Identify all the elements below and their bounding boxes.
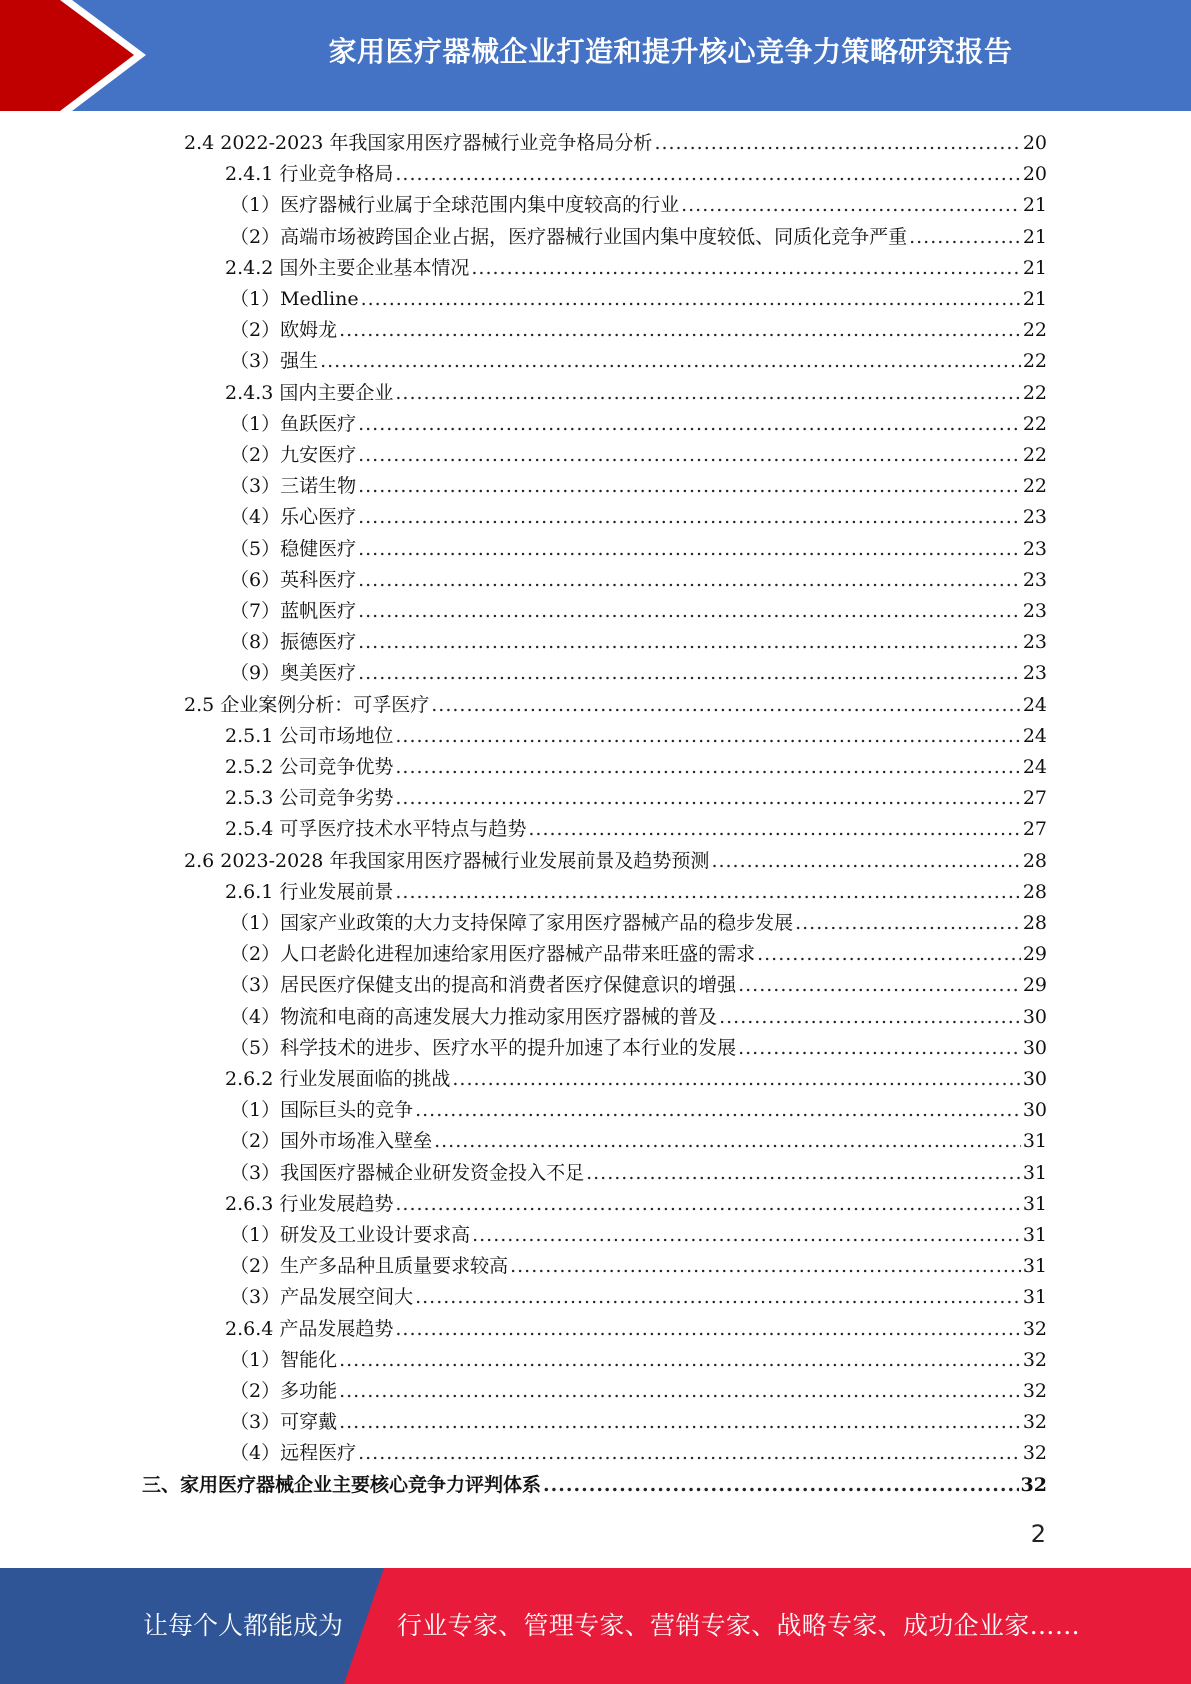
toc-dot-leader [757,939,1021,970]
toc-entry-page: 22 [1022,381,1047,404]
toc-entry[interactable] [230,440,1047,471]
toc-entry[interactable] [225,752,1047,783]
toc-entry[interactable] [225,1314,1047,1345]
page-number: 2 [1030,1520,1046,1548]
toc-entry-label: （2）九安医疗 [230,444,357,466]
toc-entry-page: 30 [1022,1036,1047,1059]
toc-entry-page: 20 [1022,132,1047,154]
toc-dot-leader [395,721,1020,752]
toc-entry-label: 2.5.4 可孚医疗技术水平特点与趋势 [225,818,527,841]
toc-entry[interactable] [225,877,1047,908]
toc-entry[interactable] [230,1158,1047,1189]
toc-entry-label: （3）居民医疗保健支出的提高和消费者医疗保健意识的增强 [230,974,737,997]
toc-entry-page: 29 [1022,974,1047,997]
toc-entry-label: （7）蓝帆医疗 [230,600,357,622]
toc-dot-leader [395,783,1020,814]
toc-entry-page: 23 [1022,600,1047,622]
toc-entry-label: （2）欧姆龙 [230,319,338,342]
toc-entry-label: 2.4 2022-2023 年我国家用医疗器械行业竞争格局分析 [184,132,653,154]
toc-entry[interactable] [225,1064,1047,1095]
toc-entry[interactable] [230,534,1047,565]
toc-entry[interactable] [230,908,1047,939]
toc-entry-page: 31 [1022,1161,1047,1184]
toc-entry-label: 三、家用医疗器械企业主要核心竞争力评判体系 [142,1473,542,1496]
toc-entry[interactable] [230,939,1047,970]
toc-entry-label: 2.6.3 行业发展趋势 [225,1192,394,1215]
toc-entry[interactable] [225,159,1047,190]
toc-dot-leader [395,378,1020,409]
toc-entry[interactable] [225,1189,1047,1220]
toc-entry-label: （4）物流和电商的高速发展大力推动家用医疗器械的普及 [230,1005,718,1028]
toc-entry-page: 29 [1022,943,1047,966]
toc-entry[interactable] [225,378,1047,409]
toc-entry-label: （2）人口老龄化进程加速给家用医疗器械产品带来旺盛的需求 [230,943,756,966]
toc-entry-page: 30 [1022,1068,1047,1090]
toc-entry-label: 2.6.2 行业发展面临的挑战 [225,1068,451,1090]
toc-entry-page: 31 [1022,1192,1047,1215]
toc-entry[interactable] [184,846,1047,877]
report-title: 家用医疗器械企业打造和提升核心竞争力策略研究报告 [328,35,1013,68]
toc-entry-page: 28 [1022,912,1047,934]
toc-dot-leader [395,159,1020,190]
toc-entry[interactable] [230,1251,1047,1282]
toc-entry-label: （6）英科医疗 [230,568,357,591]
toc-dot-leader [358,471,1021,502]
toc-dot-leader [543,1470,1019,1501]
toc-entry-page: 22 [1022,319,1047,342]
toc-dot-leader [358,627,1021,658]
toc-dot-leader [358,502,1021,533]
header-chevron-decoration [0,0,170,111]
toc-entry-label: 2.4.3 国内主要企业 [225,381,394,404]
toc-entry-page: 32 [1022,1411,1047,1434]
toc-dot-leader [738,970,1021,1001]
toc-entry-label: （5）稳健医疗 [230,537,357,560]
toc-entry-label: （1）国家产业政策的大力支持保障了家用医疗器械产品的稳步发展 [230,912,794,934]
toc-entry-label: 2.6.1 行业发展前景 [225,880,394,903]
toc-entry-page: 28 [1022,849,1047,872]
toc-entry-page: 20 [1022,163,1047,186]
toc-entry[interactable] [230,502,1047,533]
toc-dot-leader [471,253,1020,284]
toc-entry-label: （3）可穿戴 [230,1411,338,1434]
toc-entry-page: 21 [1022,256,1047,279]
toc-entry-label: （4）乐心医疗 [230,506,357,529]
toc-entry-page: 22 [1022,475,1047,498]
toc-dot-leader [395,877,1020,908]
toc-entry-label: （1）鱼跃医疗 [230,412,357,435]
toc-entry-label: （1）国际巨头的竞争 [230,1099,414,1122]
toc-entry-label: （3）我国医疗器械企业研发资金投入不足 [230,1161,585,1184]
toc-entry[interactable] [230,1033,1047,1064]
toc-entry-page: 31 [1022,1286,1047,1309]
toc-entry[interactable] [230,1095,1047,1126]
toc-entry[interactable] [230,1438,1047,1469]
toc-entry[interactable] [225,814,1047,845]
toc-dot-leader [909,222,1021,253]
toc-entry[interactable] [230,315,1047,346]
toc-entry-label: （8）振德医疗 [230,631,357,654]
toc-entry[interactable] [230,222,1047,253]
footer-slogan-right: 行业专家、管理专家、营销专家、战略专家、成功企业家…… [397,1611,1081,1640]
toc-dot-leader [415,1282,1021,1313]
toc-entry-label: （3）产品发展空间大 [230,1286,414,1309]
toc-dot-leader [339,1376,1021,1407]
toc-entry-page: 24 [1022,756,1047,778]
toc-entry[interactable] [230,1002,1047,1033]
toc-entry-label: （2）生产多品种且质量要求较高 [230,1255,509,1278]
toc-dot-leader [711,846,1020,877]
toc-entry-page: 21 [1022,225,1047,248]
toc-entry-page: 23 [1022,537,1047,560]
toc-entry-label: （1）研发及工业设计要求高 [230,1224,471,1246]
toc-entry-page: 28 [1022,880,1047,903]
toc-entry-page: 24 [1022,724,1047,747]
toc-entry-page: 22 [1022,412,1047,435]
toc-entry-label: （4）远程医疗 [230,1442,357,1465]
toc-entry-page: 32 [1022,1348,1047,1371]
toc-entry[interactable] [230,627,1047,658]
toc-entry[interactable] [230,1376,1047,1407]
toc-dot-leader [528,814,1020,845]
toc-entry-label: 2.5.1 公司市场地位 [225,724,394,747]
toc-entry-label: （1）智能化 [230,1348,338,1371]
toc-entry-label: 2.6.4 产品发展趋势 [225,1317,394,1340]
toc-entry-page: 21 [1022,288,1047,310]
toc-entry-page: 21 [1022,194,1047,217]
toc-dot-leader [395,1314,1020,1345]
toc-entry[interactable] [230,1282,1047,1313]
toc-dot-leader [395,1189,1020,1220]
toc-entry[interactable] [225,253,1047,284]
toc-dot-leader [795,908,1021,939]
toc-entry-page: 23 [1022,568,1047,591]
toc-dot-leader [358,440,1021,471]
toc-entry-label: 2.6 2023-2028 年我国家用医疗器械行业发展前景及趋势预测 [184,849,710,872]
toc-entry-page: 31 [1022,1130,1047,1153]
toc-entry-label: （1）医疗器械行业属于全球范围内集中度较高的行业 [230,194,680,217]
toc-dot-leader [719,1002,1021,1033]
toc-entry-label: 2.5 企业案例分析：可孚医疗 [184,693,430,716]
toc-dot-leader [654,128,1020,159]
toc-entry[interactable] [230,471,1047,502]
toc-entry-page: 30 [1022,1099,1047,1122]
toc-entry[interactable] [230,1407,1047,1438]
toc-entry-page: 22 [1022,444,1047,466]
toc-entry-page: 32 [1020,1473,1047,1496]
toc-entry[interactable] [184,690,1047,721]
toc-dot-leader [358,565,1021,596]
toc-entry-label: （3）强生 [230,350,319,373]
toc-entry-page: 22 [1022,350,1047,373]
toc-entry-label: 2.4.1 行业竞争格局 [225,163,394,186]
toc-entry-label: （2）高端市场被跨国企业占据，医疗器械行业国内集中度较低、同质化竞争严重 [230,225,908,248]
toc-entry[interactable] [184,128,1047,159]
toc-entry-label: （2）多功能 [230,1380,338,1402]
toc-entry-label: 2.5.2 公司竞争优势 [225,756,394,778]
toc-entry[interactable] [230,658,1047,689]
toc-dot-leader [681,190,1021,221]
toc-entry-label: 2.5.3 公司竞争劣势 [225,787,394,810]
toc-entry-page: 23 [1022,662,1047,685]
toc-entry[interactable] [230,346,1047,377]
toc-dot-leader [361,284,1021,315]
toc-entry-page: 31 [1022,1224,1047,1246]
toc-entry-label: （2）国外市场准入壁垒 [230,1130,433,1153]
toc-dot-leader [452,1064,1020,1095]
toc-dot-leader [339,1407,1021,1438]
toc-dot-leader [358,596,1021,627]
toc-entry-page: 23 [1022,631,1047,654]
toc-entry[interactable] [225,721,1047,752]
toc-dot-leader [738,1033,1021,1064]
toc-entry-page: 32 [1022,1380,1047,1402]
toc-entry-page: 27 [1022,787,1047,810]
toc-entry[interactable] [225,783,1047,814]
footer-slogan-left: 让每个人都能成为 [143,1611,344,1640]
toc-entry[interactable] [230,1345,1047,1376]
toc-dot-leader [472,1220,1021,1251]
toc-dot-leader [358,658,1021,689]
toc-dot-leader [339,1345,1021,1376]
toc-entry[interactable] [230,565,1047,596]
toc-dot-leader [358,534,1021,565]
toc-dot-leader [358,1438,1021,1469]
page-footer [0,1568,1191,1684]
toc-entry-label: （5）科学技术的进步、医疗水平的提升加速了本行业的发展 [230,1036,737,1059]
toc-entry[interactable] [142,1470,1047,1501]
toc-entry-page: 32 [1022,1317,1047,1340]
toc-entry-page: 24 [1022,693,1047,716]
toc-entry[interactable] [230,970,1047,1001]
toc-dot-leader [434,1126,1021,1157]
toc-dot-leader [395,752,1020,783]
toc-entry[interactable] [230,596,1047,627]
toc-entry[interactable] [230,190,1047,221]
toc-entry-page: 32 [1022,1442,1047,1465]
toc-entry-label: 2.4.2 国外主要企业基本情况 [225,256,470,279]
toc-dot-leader [586,1158,1021,1189]
toc-dot-leader [320,346,1021,377]
toc-dot-leader [431,690,1021,721]
page-header [0,0,1191,111]
toc-entry[interactable] [230,1220,1047,1251]
toc-entry[interactable] [230,409,1047,440]
toc-entry-page: 27 [1022,818,1047,841]
toc-entry-page: 30 [1022,1005,1047,1028]
toc-dot-leader [339,315,1021,346]
toc-entry-label: （9）奥美医疗 [230,662,357,685]
toc-entry-label: （3）三诺生物 [230,475,357,498]
toc-entry-page: 23 [1022,506,1047,529]
toc-entry-page: 31 [1022,1255,1047,1278]
toc-entry-label: （1）Medline [230,288,359,310]
toc-dot-leader [510,1251,1021,1282]
toc-entry[interactable] [230,1126,1047,1157]
toc-dot-leader [358,409,1021,440]
toc-entry[interactable] [230,284,1047,315]
toc-dot-leader [415,1095,1021,1126]
